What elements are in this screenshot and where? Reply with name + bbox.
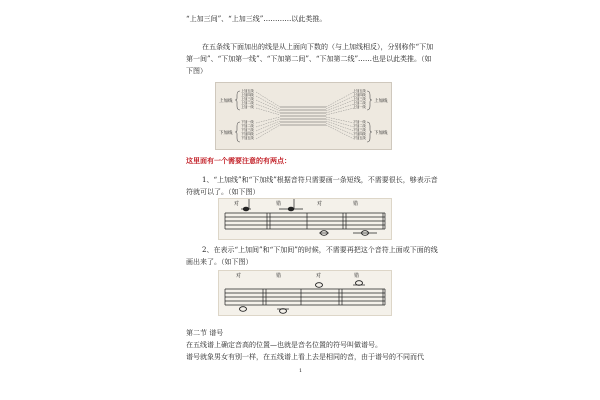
paragraph-point1-1: 1、“上加线”和“下加线”根据音符只需要画一条短线，不需要很长，够表示音	[202, 176, 438, 184]
example2-label-correct: 对	[236, 273, 242, 279]
upper-item: 上加二线	[353, 101, 366, 105]
lower-item: 下加二线	[353, 124, 366, 128]
upper-item: 上加五线	[241, 89, 254, 93]
lower-connectors	[256, 117, 354, 139]
upper-group-label-right: 上加线	[374, 99, 388, 104]
note-head	[356, 281, 363, 286]
paragraph-clef-2: 谱号就象男女有别一样，在五线谱上看上去是相同的音，由于谱号的不同而代	[186, 353, 424, 361]
example1-label-wrong: 错	[353, 201, 359, 207]
lower-group-label: 下加线	[219, 131, 233, 136]
lower-item: 下加五线	[353, 136, 366, 140]
example1-staff	[219, 199, 391, 239]
example2-label-wrong: 错	[354, 273, 360, 279]
ledger-lines-diagram	[215, 82, 392, 150]
lower-item: 下加四线	[241, 132, 254, 136]
lower-item: 下加三线	[353, 128, 366, 132]
upper-item: 上加三线	[353, 97, 366, 101]
paragraph-point2-1: 2、在表示“上加间”和“下加间”的时候，不需要再把这个音符上面或下面的线	[202, 246, 438, 254]
lower-bracket-right	[367, 122, 372, 142]
example1-label-correct: 对	[234, 201, 240, 207]
section-title: 第二节 谱号	[186, 329, 224, 337]
example1-label-wrong: 错	[276, 201, 282, 207]
example1-figure	[218, 198, 392, 240]
example1-label-correct: 对	[317, 201, 323, 207]
upper-group-label: 上加线	[219, 99, 233, 104]
upper-connectors	[256, 92, 354, 115]
example2-label-wrong: 错	[276, 273, 282, 279]
upper-item: 上加四线	[353, 93, 366, 97]
note-head	[243, 207, 249, 212]
lower-item: 下加四线	[353, 132, 366, 136]
upper-item: 上加三线	[241, 97, 254, 101]
lower-bracket-left	[235, 122, 240, 142]
note-head	[240, 307, 247, 312]
lower-item: 下加五线	[241, 136, 254, 140]
upper-bracket-left	[235, 91, 240, 110]
upper-item: 上加二线	[241, 101, 254, 105]
note-title: 这里面有一个需要注意的有两点：	[186, 156, 291, 165]
upper-items-list-right	[353, 89, 366, 109]
lower-group-label-right: 下加线	[374, 131, 388, 136]
paragraph-lower-lines-2: 第一间”、“下加第一线”、“下加第二间”、“下加第二线”……也是以此类推。（如	[186, 55, 432, 63]
example2-figure	[218, 270, 392, 316]
lower-item: 下加二线	[241, 124, 254, 128]
example2-staff	[219, 271, 391, 315]
upper-bracket-right	[367, 91, 372, 110]
paragraph-point2-2: 画出来了。（如下图）	[186, 258, 253, 266]
upper-items-list	[241, 89, 254, 109]
upper-item: 上加五线	[353, 89, 366, 93]
lower-items-list	[241, 120, 254, 140]
lower-item: 下加一线	[241, 120, 254, 124]
lower-item: 下加一线	[353, 120, 366, 124]
note-head	[288, 207, 294, 212]
paragraph-lower-lines-3: 下图）	[186, 67, 207, 75]
paragraph-point1-2: 符就可以了。（如下图）	[186, 188, 260, 196]
note-head	[316, 283, 323, 288]
lower-item: 下加三线	[241, 128, 254, 132]
note-head	[280, 309, 287, 314]
upper-item: 上加四线	[241, 93, 254, 97]
example2-label-correct: 对	[316, 273, 322, 279]
paragraph-lower-lines-1: 在五条线下面加出的线是从上面向下数的（与上加线相反），分别称作“下加	[202, 43, 434, 51]
center-staff-lines	[280, 107, 326, 125]
paragraph-clef-1: 在五线谱上确定音高的位置—也就是音名位置的符号叫做谱号。	[186, 341, 382, 349]
page-number: 1	[299, 368, 303, 374]
upper-item: 上加一线	[241, 105, 254, 109]
lower-items-list-right	[353, 120, 366, 140]
paragraph-continuation: “上加三间”、“上加三线”…………以此类推。	[186, 15, 327, 23]
upper-item: 上加一线	[353, 105, 366, 109]
